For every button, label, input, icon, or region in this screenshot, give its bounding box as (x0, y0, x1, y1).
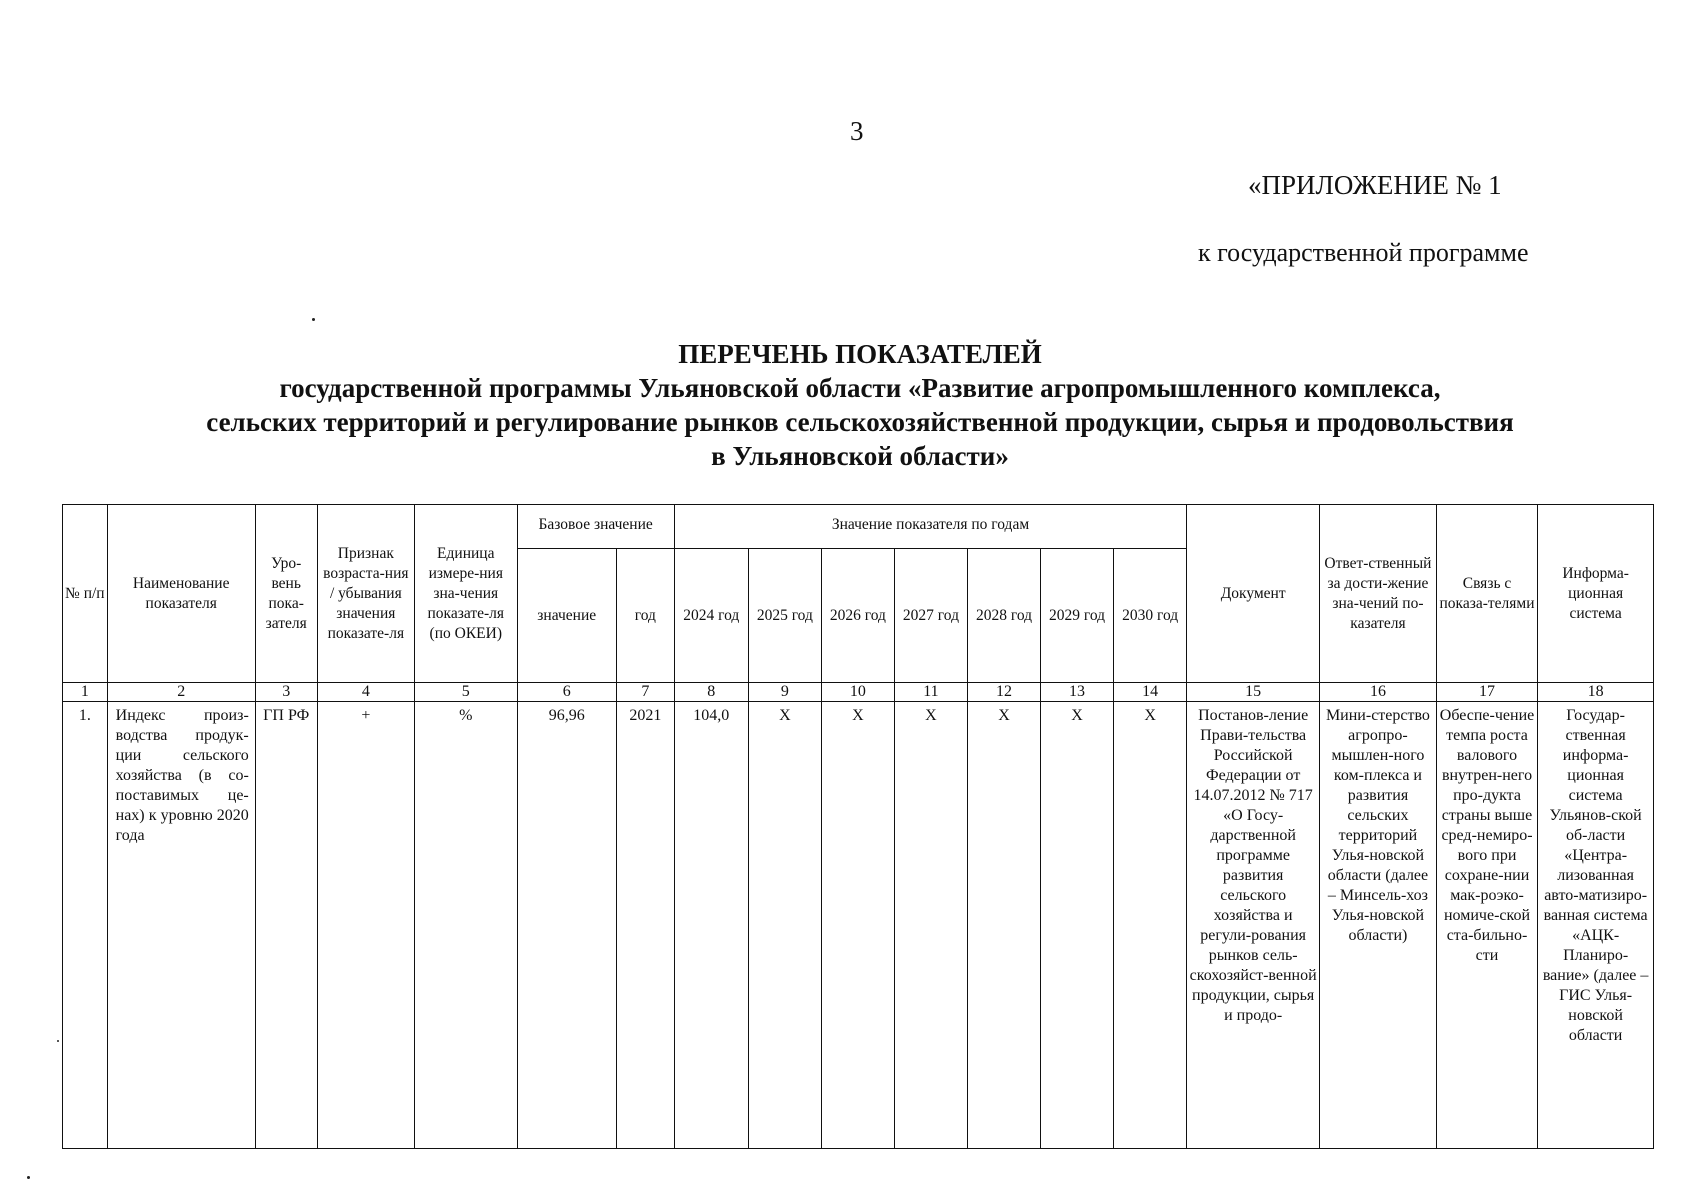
scan-speck (27, 1176, 30, 1179)
row-name: Индекс произ-водства продук-ции сельского хозяйства (в со-поставимых це-нах) к уровню 2020 года (107, 702, 255, 1149)
header-unit: Единица измере-ния зна-чения показате-ля (по ОКЕИ) (415, 505, 517, 683)
doc-title-line-3: сельских территорий и регулирование рынков сельскохозяйственной продукции, сырья и продовольствия (206, 407, 1514, 437)
doc-title-line-2: государственной программы Ульяновской области «Развитие агропромышленного комплекса, (279, 373, 1441, 403)
header-years-group: Значение показателя по годам (674, 505, 1186, 549)
header-base-value: значение (517, 549, 616, 683)
row-unit: % (415, 702, 517, 1149)
column-index: 17 (1436, 683, 1537, 702)
row-year-2027: X (894, 702, 967, 1149)
row-base-value: 96,96 (517, 702, 616, 1149)
column-index: 1 (63, 683, 108, 702)
header-link: Связь с показа-телями (1436, 505, 1537, 683)
row-year-2025: X (748, 702, 821, 1149)
page-number: 3 (850, 116, 864, 146)
appendix-subtitle: к государственной программе (1198, 238, 1529, 267)
column-index: 3 (255, 683, 317, 702)
doc-title: ПЕРЕЧЕНЬ ПОКАЗАТЕЛЕЙ (678, 339, 1042, 369)
header-year-2029: 2029 год (1041, 549, 1114, 683)
header-row-1 (63, 505, 1654, 549)
row-base-year: 2021 (616, 702, 674, 1149)
header-doc: Документ (1187, 505, 1320, 683)
column-index: 4 (317, 683, 414, 702)
row-year-2026: X (821, 702, 894, 1149)
column-index: 6 (517, 683, 616, 702)
header-year-2028: 2028 год (967, 549, 1040, 683)
header-info: Информа-ционная система (1538, 505, 1654, 683)
scan-speck (312, 318, 315, 321)
column-index-row (63, 683, 1654, 702)
appendix-label: «ПРИЛОЖЕНИЕ № 1 (1248, 170, 1502, 200)
column-index: 8 (674, 683, 748, 702)
column-index: 2 (107, 683, 255, 702)
doc-title-line-4: в Ульяновской области» (711, 441, 1009, 471)
row-year-2029: X (1041, 702, 1114, 1149)
header-trend: Признак возраста-ния / убывания значения показате-ля (317, 505, 414, 683)
header-year-2030: 2030 год (1114, 549, 1187, 683)
row-level: ГП РФ (255, 702, 317, 1149)
column-index: 12 (967, 683, 1040, 702)
row-trend: + (317, 702, 414, 1149)
header-year-2027: 2027 год (894, 549, 967, 683)
row-year-2024: 104,0 (674, 702, 748, 1149)
header-base: Базовое значение (517, 505, 674, 549)
row-year-2030: X (1114, 702, 1187, 1149)
row-year-2028: X (967, 702, 1040, 1149)
scan-speck (57, 1040, 59, 1042)
column-index: 18 (1538, 683, 1654, 702)
row-responsible: Мини-стерство агропро-мышлен-ного ком-плекса и развития сельских территорий Улья-новской области (далее – Минсель-хоз Улья-новской области) (1320, 702, 1437, 1149)
row-link: Обеспе-чение темпа роста валового внутрен-него про-дукта страны выше сред-немиро-вого при сохране-нии мак-роэко-номиче-ской ста-бильно-сти (1436, 702, 1537, 1149)
column-index: 7 (616, 683, 674, 702)
column-index: 16 (1320, 683, 1437, 702)
header-year-2025: 2025 год (748, 549, 821, 683)
column-index: 13 (1041, 683, 1114, 702)
row-document: Постанов-ление Прави-тельства Российской Федерации от 14.07.2012 № 717 «О Госу-дарственной программе развития сельского хозяйства и регули-рования рынков сель-скохозяйст-венной продукции, сырья и продо- (1187, 702, 1320, 1149)
header-year-2026: 2026 год (821, 549, 894, 683)
column-index: 5 (415, 683, 517, 702)
row-info-system: Государ-ственная информа-ционная система Ульянов-ской об-ласти «Центра-лизованная авто-матизиро-ванная система «АЦК-Планиро-вание» (далее – ГИС Улья-новской области (1538, 702, 1654, 1149)
column-index: 15 (1187, 683, 1320, 702)
column-index: 10 (821, 683, 894, 702)
header-num: № п/п (63, 505, 108, 683)
column-index: 14 (1114, 683, 1187, 702)
indicators-table (62, 504, 1654, 1149)
column-index: 11 (894, 683, 967, 702)
row-num: 1. (63, 702, 108, 1149)
header-resp: Ответ-ственный за дости-жение зна-чений по-казателя (1320, 505, 1437, 683)
header-name: Наименование показателя (107, 505, 255, 683)
header-level: Уро-вень пока-зателя (255, 505, 317, 683)
header-base-year: год (616, 549, 674, 683)
table-row (63, 702, 1654, 1149)
column-index: 9 (748, 683, 821, 702)
header-year-2024: 2024 год (674, 549, 748, 683)
